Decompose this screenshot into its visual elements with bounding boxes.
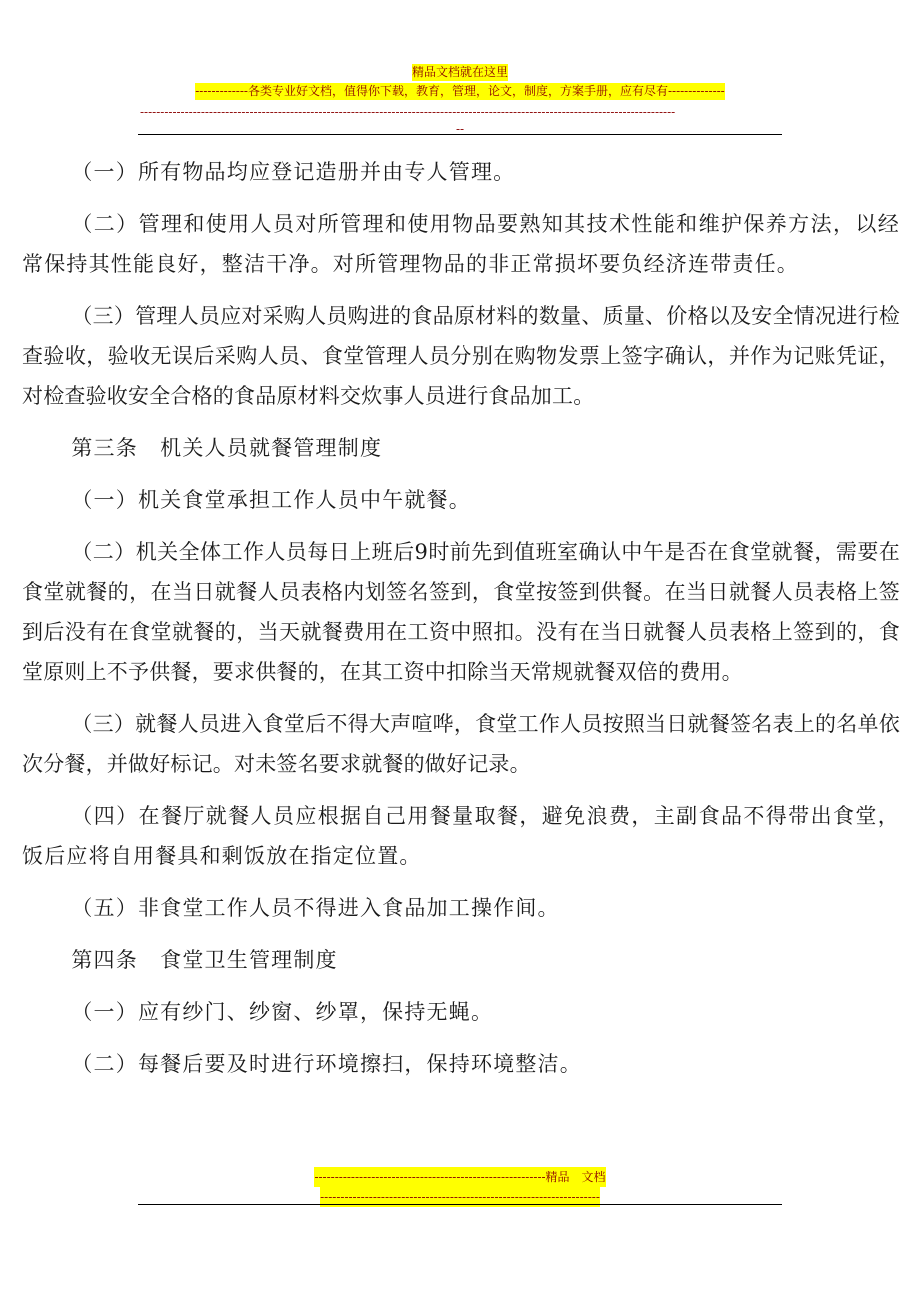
paragraph: （二）每餐后要及时进行环境擦扫，保持环境整洁。 <box>71 1052 582 1076</box>
paragraph: （三）就餐人员进入食堂后不得大声喧哗，食堂工作人员按照当日就餐签名表上的名单依次分餐，并做好标记。对未签名要求就餐的做好记录。 <box>22 712 900 776</box>
paragraph: （一）机关食堂承担工作人员中午就餐。 <box>71 488 471 512</box>
footer-rule <box>138 1204 782 1205</box>
paragraph: （一）所有物品均应登记造册并由专人管理。 <box>71 160 516 184</box>
header-tagline: -------------各类专业好文档，值得你下载，教育，管理，论文，制度，方案手册，应有尽有-------------- <box>195 84 725 98</box>
footer-line-2: --------------------------------------------------------------------- <box>320 1187 600 1207</box>
page-footer <box>0 1167 920 1207</box>
paragraph: （二）机关全体工作人员每日上班后9时前先到值班室确认中午是否在食堂就餐，需要在食堂就餐的，在当日就餐人员表格内划签名签到，食堂按签到供餐。在当日就餐人员表格上签到后没有在食堂就餐的，当天就餐费用在工资中照扣。没有在当日就餐人员表格上签到的，食堂原则上不予供餐，要求供餐的，在其工资中扣除当天常规就餐双倍的费用。 <box>22 540 900 684</box>
paragraph: （五）非食堂工作人员不得进入食品加工操作间。 <box>71 896 560 920</box>
paragraph: （三）管理人员应对采购人员购进的食品原材料的数量、质量、价格以及安全情况进行检查验收，验收无误后采购人员、食堂管理人员分别在购物发票上签字确认，并作为记账凭证，对检查验收安全合格的食品原材料交炊事人员进行食品加工。 <box>22 304 900 408</box>
page-header <box>0 64 920 100</box>
document-body <box>22 152 900 1096</box>
footer-line-1: ---------------------------------------------------------精品 文档 <box>314 1167 605 1187</box>
paragraph: （四）在餐厅就餐人员应根据自己用餐量取餐，避免浪费，主副食品不得带出食堂，饭后应将自用餐具和剩饭放在指定位置。 <box>22 804 900 868</box>
section-heading: 第三条 机关人员就餐管理制度 <box>71 436 383 460</box>
section-heading: 第四条 食堂卫生管理制度 <box>71 948 338 972</box>
header-dash-tail: -- <box>455 122 465 136</box>
header-rule <box>138 134 782 135</box>
paragraph: （一）应有纱门、纱窗、纱罩，保持无蝇。 <box>71 1000 494 1024</box>
header-title: 精品文档就在这里 <box>411 65 508 79</box>
paragraph: （二）管理和使用人员对所管理和使用物品要熟知其技术性能和维护保养方法，以经常保持其性能良好，整洁干净。对所管理物品的非正常损坏要负经济连带责任。 <box>22 212 900 276</box>
header-dash-line: ------------------------------------------------------------------------------------------------------------------------------------ <box>140 105 676 119</box>
